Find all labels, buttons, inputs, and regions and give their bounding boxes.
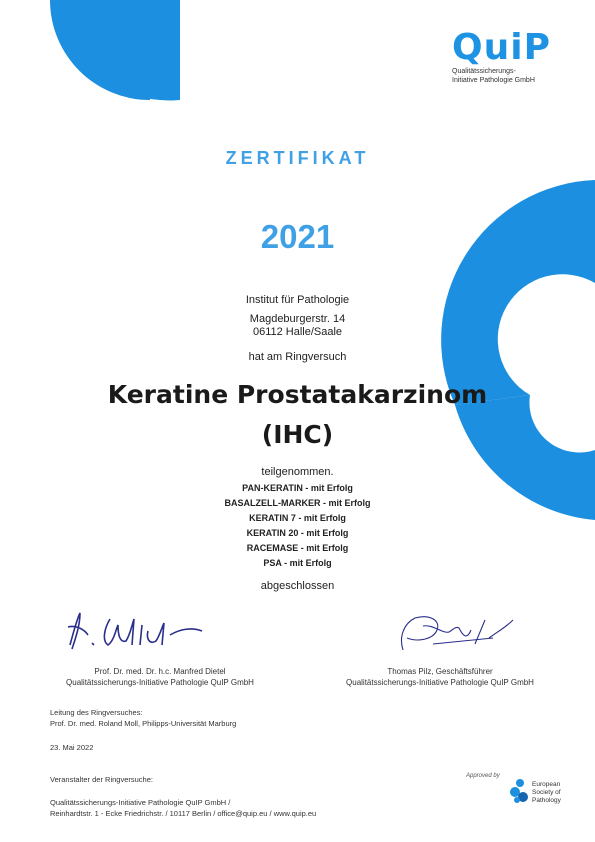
- signatory-right-name: Thomas Pilz, Geschäftsführer: [387, 667, 493, 676]
- esp-logo-line2: Society of: [532, 789, 561, 796]
- leitung-name: Prof. Dr. med. Roland Moll, Philipps-Universität Marburg: [50, 719, 237, 728]
- signatory-right: [330, 666, 550, 688]
- quip-logo: [452, 27, 572, 85]
- top-arc-shape-outer: [60, 0, 180, 100]
- issue-date: 23. Mai 2022: [50, 743, 94, 752]
- approved-by-label: Approved by: [466, 773, 500, 779]
- institute-name: Institut für Pathologie: [245, 294, 350, 306]
- signatory-right-org: Qualitätssicherungs-Initiative Pathologie QuIP GmbH: [346, 678, 534, 687]
- participated-text: teilgenommen.: [261, 466, 334, 478]
- certificate-year: 2021: [260, 218, 335, 255]
- certificate-heading: ZERTIFIKAT: [225, 148, 370, 168]
- veranstalter-line1: Qualitätssicherungs-Initiative Pathologie QuIP GmbH /: [50, 798, 231, 807]
- logo-subtitle-line2: Initiative Pathologie GmbH: [452, 77, 535, 84]
- signatory-left-org: Qualitätssicherungs-Initiative Pathologie QuIP GmbH: [66, 678, 254, 687]
- completed-text: abgeschlossen: [260, 580, 335, 592]
- program-title-line1: Keratine Prostatakarzinom: [107, 380, 488, 409]
- esp-logo-line3: Pathology: [532, 797, 561, 804]
- logo-subtitle-line1: Qualitätssicherungs-: [452, 68, 516, 75]
- program-title-line2: (IHC): [261, 420, 334, 449]
- institute-street: Magdeburgerstr. 14: [249, 313, 346, 325]
- quip-logo-subtitle: [452, 67, 572, 85]
- leitung-block: [50, 707, 236, 729]
- result-item: RACEMASE - mit Erfolg: [246, 543, 349, 553]
- veranstalter-label: Veranstalter der Ringversuche:: [50, 775, 153, 784]
- veranstalter-block: [50, 797, 316, 819]
- result-item: BASALZELL-MARKER - mit Erfolg: [224, 498, 371, 508]
- esp-logo-text: [532, 781, 561, 805]
- veranstalter-line2: Reinhardtstr. 1 - Ecke Friedrichstr. / 10117 Berlin / office@quip.eu / www.quip.eu: [50, 809, 317, 818]
- institute-city: 06112 Halle/Saale: [252, 326, 343, 338]
- right-ring-shape: [441, 180, 595, 405]
- esp-logo-icon: [509, 778, 531, 804]
- participation-intro: hat am Ringversuch: [248, 351, 347, 363]
- signature-pilz: [393, 608, 523, 658]
- signatory-left: [50, 666, 270, 688]
- leitung-label: Leitung des Ringversuches:: [50, 708, 143, 717]
- result-item: PSA - mit Erfolg: [263, 558, 332, 568]
- esp-logo-line1: European: [532, 781, 561, 788]
- result-item: KERATIN 7 - mit Erfolg: [249, 513, 346, 523]
- quip-logo-wordmark: QuiP: [452, 27, 551, 68]
- signature-dietel: [62, 605, 212, 655]
- result-item: KERATIN 20 - mit Erfolg: [246, 528, 349, 538]
- result-item: PAN-KERATIN - mit Erfolg: [242, 483, 353, 493]
- signatory-left-name: Prof. Dr. med. Dr. h.c. Manfred Dietel: [94, 667, 226, 676]
